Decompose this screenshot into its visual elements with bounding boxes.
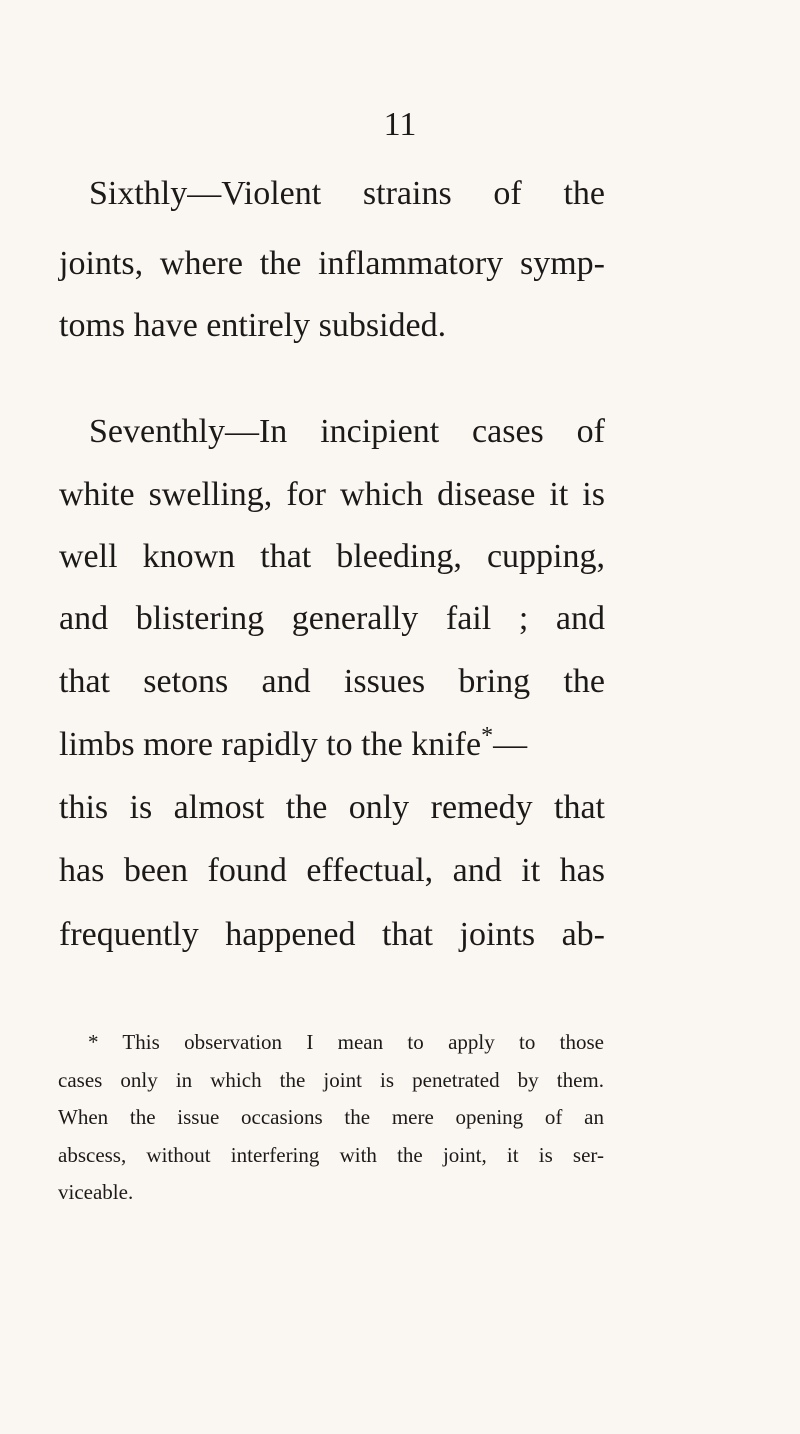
paragraph-2-line-1: Seventhly—In incipient cases of	[89, 413, 605, 450]
paragraph-1-line-2: joints, where the inflammatory symp-	[59, 245, 605, 282]
paragraph-2-line-2: white swelling, for which disease it is	[59, 476, 605, 513]
paragraph-1-line-1: Sixthly—Violent strains of the	[89, 175, 605, 212]
footnote-line-3: When the issue occasions the mere opening of an	[58, 1105, 604, 1129]
em-dash: —	[493, 726, 528, 763]
paragraph-2-line-6	[59, 723, 605, 767]
paragraph-2-line-8: has been found effectual, and it has	[59, 852, 605, 889]
footnote-line-5: viceable.	[58, 1180, 134, 1204]
paragraph-2-line-4: and blistering generally fail ; and	[59, 600, 605, 637]
paragraph-2-line-3: well known that bleeding, cupping,	[59, 538, 605, 575]
paragraph-2-line-5: that setons and issues bring the	[59, 663, 605, 700]
footnote-line-1: * This observation I mean to apply to those	[88, 1030, 604, 1054]
paragraph-2-line-6-text: limbs more rapidly to the knife	[59, 726, 482, 763]
page-number: 11	[383, 106, 417, 143]
footnote-line-2: cases only in which the joint is penetrated by them.	[58, 1068, 604, 1092]
paragraph-1-line-3: toms have entirely subsided.	[59, 307, 447, 344]
paragraph-2-line-9: frequently happened that joints ab-	[59, 916, 605, 953]
footnote-marker: *	[481, 723, 494, 749]
paragraph-2-line-7: this is almost the only remedy that	[59, 789, 605, 826]
footnote-line-4: abscess, without interfering with the joint, it is ser-	[58, 1143, 604, 1167]
